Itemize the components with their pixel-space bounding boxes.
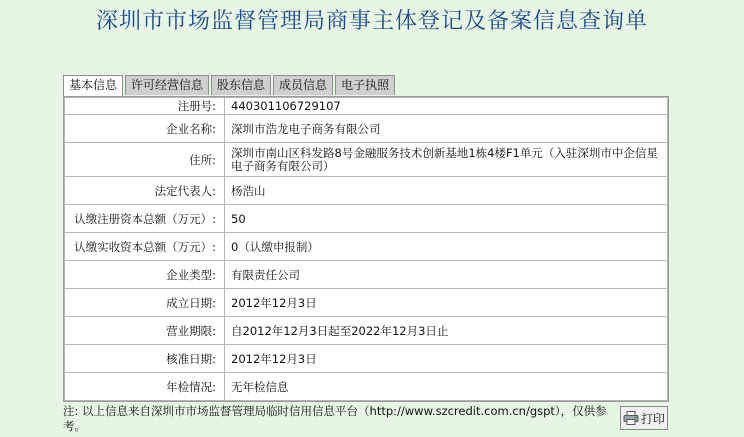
table-row	[65, 289, 668, 317]
tab-bar	[63, 75, 395, 96]
page-title: 深圳市市场监督管理局商事主体登记及备案信息查询单	[95, 9, 648, 34]
table-row	[65, 233, 668, 261]
basic-info-panel	[63, 96, 669, 402]
print-label: 打印	[640, 411, 665, 426]
row-value: 50	[225, 205, 668, 233]
row-value: 有限责任公司	[225, 261, 668, 289]
row-label: 核准日期:	[65, 345, 225, 373]
row-value: 2012年12月3日	[225, 345, 668, 373]
table-row	[65, 177, 668, 205]
tab-shareholder-info[interactable]: 股东信息	[211, 75, 271, 95]
row-label: 企业类型:	[65, 261, 225, 289]
row-value: 2012年12月3日	[225, 289, 668, 317]
row-label: 年检情况:	[65, 373, 225, 401]
row-value: 自2012年12月3日起至2022年12月3日止	[225, 317, 668, 345]
table-row	[65, 98, 668, 115]
row-value: 无年检信息	[225, 373, 668, 401]
row-label: 法定代表人:	[65, 177, 225, 205]
row-value: 0（认缴申报制）	[225, 233, 668, 261]
print-button[interactable]	[620, 406, 668, 430]
row-label: 认缴注册资本总额（万元）:	[65, 205, 225, 233]
tab-e-license[interactable]: 电子执照	[335, 75, 395, 95]
footer-note: 注: 以上信息来自深圳市市场监督管理局临时信用信息平台（http://www.szcredit.com.cn/gspt），仅供参考。	[63, 404, 607, 433]
table-row	[65, 345, 668, 373]
tab-member-info[interactable]: 成员信息	[273, 75, 333, 95]
row-label: 企业名称:	[65, 115, 225, 143]
row-value: 深圳市南山区科发路8号金融服务技术创新基地1栋4楼F1单元（入驻深圳市中企信星电子商务有限公司）	[225, 143, 668, 177]
table-row	[65, 143, 668, 177]
table-row	[65, 373, 668, 401]
row-label: 注册号:	[65, 98, 225, 115]
row-label: 营业期限:	[65, 317, 225, 345]
row-value: 杨浩山	[225, 177, 668, 205]
tab-license-info[interactable]: 许可经营信息	[125, 75, 209, 95]
row-label: 住所:	[65, 143, 225, 177]
table-row	[65, 317, 668, 345]
row-label: 成立日期:	[65, 289, 225, 317]
row-value: 440301106729107	[225, 98, 668, 115]
tab-basic-info[interactable]: 基本信息	[63, 75, 123, 96]
row-value: 深圳市浩龙电子商务有限公司	[225, 115, 668, 143]
printer-icon	[623, 411, 639, 425]
table-row	[65, 115, 668, 143]
table-row	[65, 261, 668, 289]
table-row	[65, 205, 668, 233]
row-label: 认缴实收资本总额（万元）:	[65, 233, 225, 261]
basic-info-table	[64, 97, 668, 401]
